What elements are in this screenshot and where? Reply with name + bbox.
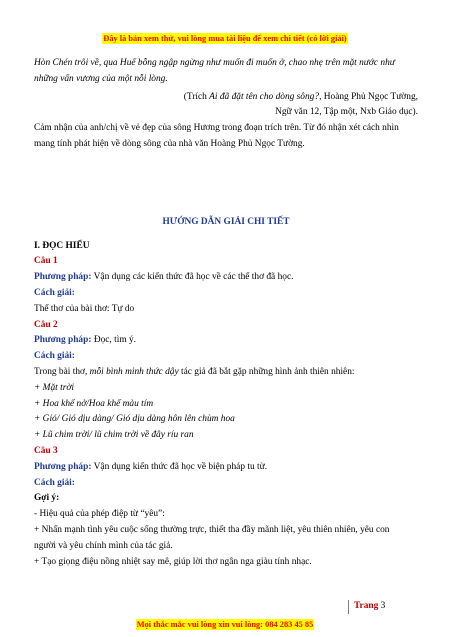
method-line: Phương pháp: Đọc, tìm ý. [34, 335, 136, 346]
part-heading: I. ĐỌC HIỂU [34, 240, 90, 251]
citation-line: (Trích Ai đã đặt tên cho dòng sông?, Hoàng Phủ Ngọc Tường, [183, 91, 418, 102]
hint-label: Gợi ý: [34, 493, 60, 504]
solution-label: Cách giải: [34, 287, 75, 298]
page-number: Trang 3 [354, 601, 386, 611]
list-item: + Mặt trời [34, 382, 74, 393]
list-item: + Lũ chim trời/ lũ chim trời về đây ríu ran [34, 430, 194, 441]
question-heading: Câu 1 [34, 256, 58, 267]
question-line: Cảm nhận của anh/chị về vẻ đẹp của sông Hương trong đoạn trích trên. Từ đó nhận xét cách nhìn [34, 123, 399, 134]
solution-label: Cách giải: [34, 351, 75, 362]
excerpt-line: Hòn Chén trôi về, qua Huế bỗng ngập ngừng như muốn đi muốn ở, chao nhẹ trên mặt nước như [34, 58, 395, 68]
answer-line: Thể thơ của bài thơ: Tự do [34, 303, 135, 314]
document-body [34, 56, 418, 570]
preview-banner-text: Đây là bản xem thử, vui lòng mua tài liệu để xem chi tiết (có lời giải) [103, 34, 347, 43]
footer-divider [348, 600, 349, 614]
section-title: HƯỚNG DẪN GIẢI CHI TIẾT [162, 216, 290, 227]
list-item: + Hoa khế nở/Hoa khế màu tím [34, 398, 154, 409]
answer-line: Trong bài thơ, mỗi bình minh thức dậy tác giả đã bắt gặp những hình ảnh thiên nhiên: [34, 366, 355, 377]
method-line: Phương pháp: Vận dụng kiến thức đã học về biện pháp tu từ. [34, 461, 268, 472]
question-line: mang tính phát hiện về dòng sông của nhà văn Hoàng Phủ Ngọc Tường. [34, 138, 305, 149]
preview-banner [0, 28, 450, 46]
answer-line: + Nhấn mạnh tình yêu cuộc sống thường trực, thiết tha đầy mãnh liệt, yêu thiên nhiên, yêu con [34, 524, 390, 535]
method-line: Phương pháp: Vận dụng các kiến thức đã học về các thể thơ đã học. [34, 272, 294, 283]
question-heading: Câu 2 [34, 319, 58, 330]
excerpt-line: những vấn vương của một nỗi lòng. [34, 73, 168, 84]
answer-line: + Tạo giọng điệu nồng nhiệt say mê, giúp lời thơ ngân nga giàu tính nhạc. [34, 556, 312, 567]
question-heading: Câu 3 [34, 445, 58, 456]
solution-label: Cách giải: [34, 477, 75, 488]
citation-line: Ngữ văn 12, Tập một, Nxb Giáo dục). [275, 107, 418, 118]
contact-banner [0, 614, 450, 632]
answer-line: người và yêu chính mình của tác giả. [34, 540, 173, 551]
answer-line: - Hiệu quả của phép điệp từ “yêu”: [34, 509, 165, 520]
list-item: + Gió/ Gió dịu dàng/ Gió dịu dàng hôn lên chùm hoa [34, 414, 235, 425]
contact-banner-text: Mọi thắc mắc vui lòng xin vui lòng: 084 283 45 85 [136, 620, 314, 629]
